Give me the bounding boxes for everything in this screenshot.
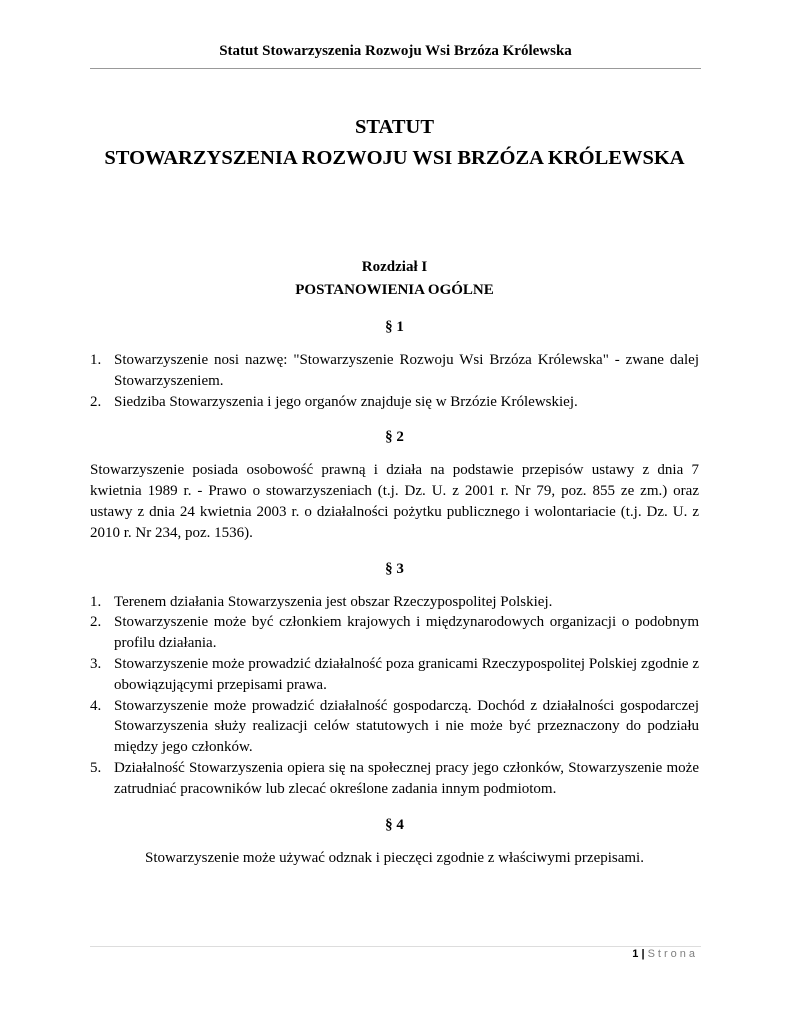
item-number: 1.	[90, 352, 102, 368]
footer-separator: |	[641, 948, 645, 960]
section-3-heading: § 3	[385, 560, 404, 577]
section-1-list	[90, 350, 699, 412]
item-number: 3.	[90, 655, 102, 672]
chapter-name: POSTANOWIENIA OGÓLNE	[295, 282, 494, 298]
section-4-heading: § 4	[385, 816, 404, 833]
page-footer	[632, 948, 698, 960]
section-4-text: Stowarzyszenie może używać odznak i pieczęci zgodnie z właściwymi przepisami.	[145, 849, 644, 866]
list-item	[90, 612, 699, 654]
item-text: Stowarzyszenie nosi nazwę: "Stowarzyszenie Rozwoju Wsi Brzóza Królewska" - zwane dalej Stowarzyszeniem.	[114, 352, 699, 389]
item-text: Działalność Stowarzyszenia opiera się na społecznej pracy jego członków, Stowarzyszenie może zatrudniać pracowników lub zlecać określone zadania innym podmiotom.	[114, 759, 699, 797]
item-text: Siedziba Stowarzyszenia i jego organów znajduje się w Brzózie Królewskiej.	[114, 393, 578, 410]
list-item	[90, 654, 699, 696]
item-text: Stowarzyszenie może prowadzić działalność poza granicami Rzeczypospolitej Polskiej zgodnie z obowiązującymi przepisami prawa.	[114, 655, 699, 693]
chapter-number: Rozdział I	[361, 259, 428, 275]
list-item	[90, 392, 699, 413]
item-number: 2.	[90, 614, 102, 631]
item-number: 2.	[90, 393, 102, 410]
item-number: 1.	[90, 593, 102, 610]
item-text: Stowarzyszenie może prowadzić działalność gospodarczą. Dochód z działalności gospodarczej Stowarzyszenia służy realizacji celów statutowych i nie może być przeznaczony do podziału między jego członków.	[114, 697, 699, 756]
page-number: 1	[632, 948, 639, 960]
list-item	[90, 592, 699, 613]
list-item	[90, 758, 699, 800]
header-divider	[90, 68, 701, 69]
section-2-text: Stowarzyszenie posiada osobowość prawną i działa na podstawie przepisów ustawy z dnia 7 kwietnia 1989 r. - Prawo o stowarzyszeniach (t.j. Dz. U. z 2001 r. Nr 79, poz. 855 ze zm.) oraz ustawy z dnia 24 kwietnia 2003 r. o działalności pożytku publicznego i wolontariacie (t.j. Dz. U. z 2010 r. Nr 234, poz. 1536).	[90, 462, 699, 541]
title-line-2: STOWARZYSZENIA ROZWOJU WSI BRZÓZA KRÓLEWSKA	[104, 147, 685, 169]
item-number: 4.	[90, 697, 102, 714]
item-text: Terenem działania Stowarzyszenia jest obszar Rzeczypospolitej Polskiej.	[114, 593, 553, 610]
document-title	[90, 112, 699, 174]
page-label: Strona	[647, 948, 698, 960]
chapter-heading	[90, 256, 699, 302]
section-1-heading: § 1	[385, 319, 404, 335]
list-item	[90, 350, 699, 392]
list-item	[90, 696, 699, 758]
section-3-list	[90, 592, 699, 800]
item-number: 5.	[90, 759, 102, 776]
footer-divider	[90, 946, 701, 947]
title-line-1: STATUT	[355, 116, 434, 138]
running-header: Statut Stowarzyszenia Rozwoju Wsi Brzóza Królewska	[219, 43, 572, 59]
section-2-heading: § 2	[385, 429, 404, 446]
item-text: Stowarzyszenie może być członkiem krajowych i międzynarodowych organizacji o podobnym profilu działania.	[114, 614, 699, 652]
document-body	[90, 112, 699, 868]
